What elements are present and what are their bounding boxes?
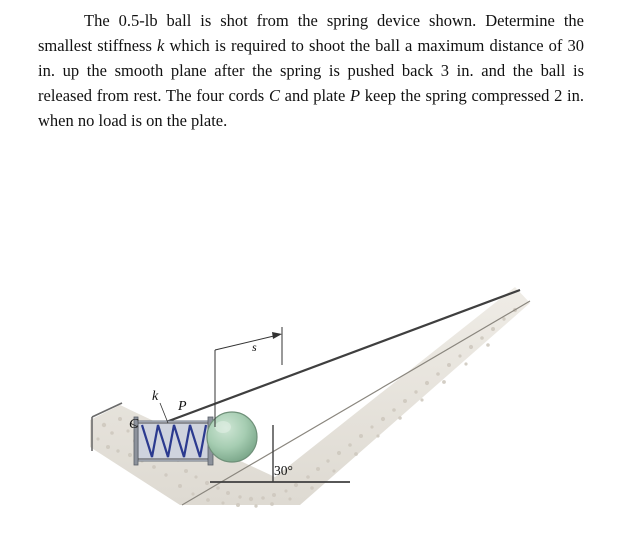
figure-spring-device — [60, 255, 560, 525]
problem-statement — [38, 8, 584, 133]
problem-body: The 0.5-lb ball is shot from the spring device shown. Determine the smallest stiffness k which is required to shoot the ball a maximum distance of 30 in. up the smooth plane after the spring is pushed back 3 in. and the ball is released from rest. The four cords C and plate P keep the spring compressed 2 in. when no load is on the plate. — [38, 11, 585, 131]
label-C: C — [129, 417, 139, 432]
spring-device — [130, 403, 213, 465]
figure-svg — [60, 255, 560, 525]
dimension-s — [215, 327, 282, 427]
variable-k: k — [157, 36, 165, 56]
dim-line-s — [215, 335, 278, 350]
stiffness-label-leader — [160, 403, 168, 423]
variable-C: C — [268, 86, 280, 106]
dim-arrowhead — [272, 332, 282, 339]
label-angle: 30° — [274, 463, 293, 478]
label-P: P — [178, 399, 187, 414]
variable-P: P — [349, 86, 361, 106]
label-s: s — [252, 340, 257, 354]
label-k: k — [152, 389, 159, 404]
incline-lower-edge — [182, 301, 530, 505]
page-bottom-strip — [0, 540, 620, 553]
